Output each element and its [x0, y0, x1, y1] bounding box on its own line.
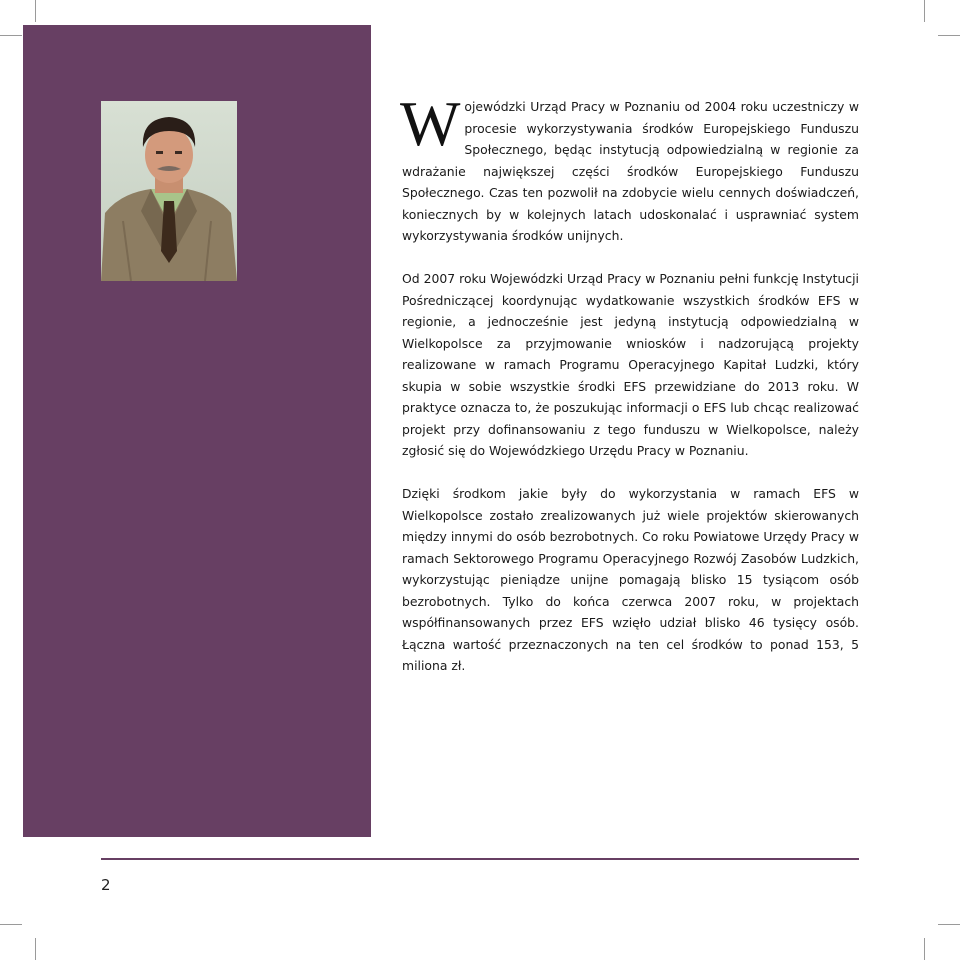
crop-mark [0, 35, 22, 36]
crop-mark [924, 0, 925, 22]
drop-cap: W [400, 88, 461, 159]
crop-mark [35, 0, 36, 22]
article-text [400, 88, 859, 677]
portrait-photo [101, 101, 237, 281]
crop-mark [0, 924, 22, 925]
crop-mark [938, 35, 960, 36]
footer-divider [101, 858, 859, 860]
crop-mark [924, 938, 925, 960]
page-number: 2 [101, 876, 111, 894]
body-paragraph: Dzięki środkom jakie były do wykorzystania w ramach EFS w Wielkopolsce zostało zrealizowanych już wiele projektów skierowanych między innymi do osób bezrobotnych. Co roku Powiatowe Urzędy Pracy w ramach Sektorowego Programu Operacyjnego Rozwój Zasobów Ludzkich, wykorzystując pieniądze unijne pomagają blisko 15 tysiącom osób bezrobotnych. Tylko do końca czerwca 2007 roku, w projektach współfinansowanych przez EFS wzięło udział blisko 46 tysięcy osób. Łączna wartość przeznaczonych na ten cel środków to ponad 153, 5 miliona zł. [402, 486, 859, 673]
crop-mark [35, 938, 36, 960]
intro-paragraph [400, 88, 859, 247]
body-paragraph: Od 2007 roku Wojewódzki Urząd Pracy w Poznaniu pełni funkcję Instytucji Pośredniczącej koordynując wydatkowanie wszystkich środków EFS w regionie, a jednocześnie jest jedyną instytucją odpowiedzialną w Wielkopolsce za przyjmowanie wniosków i nadzorującą projekty realizowane w ramach Programu Operacyjnego Kapitał Ludzki, który skupia w sobie wszystkie środki EFS przewidziane do 2013 roku. W praktyce oznacza to, że poszukując informacji o EFS lub chcąc realizować projekt przy dofinansowaniu z tego funduszu w Wielkopolsce, należy zgłosić się do Wojewódzkiego Urzędu Pracy w Poznaniu. [402, 271, 859, 458]
intro-text: ojewódzki Urząd Pracy w Poznaniu od 2004 roku uczestniczy w procesie wykorzystywania środków Europejskiego Funduszu Społecznego, będąc instytucją odpowiedzialną w regionie za wdrażanie największej części środków Europejskiego Funduszu Społecznego. Czas ten pozwolił na zdobycie wielu cennych doświadczeń, koniecznych by w kolejnych latach udoskonalać i usprawniać system wykorzystywania środków unijnych. [402, 99, 859, 243]
crop-mark [938, 924, 960, 925]
